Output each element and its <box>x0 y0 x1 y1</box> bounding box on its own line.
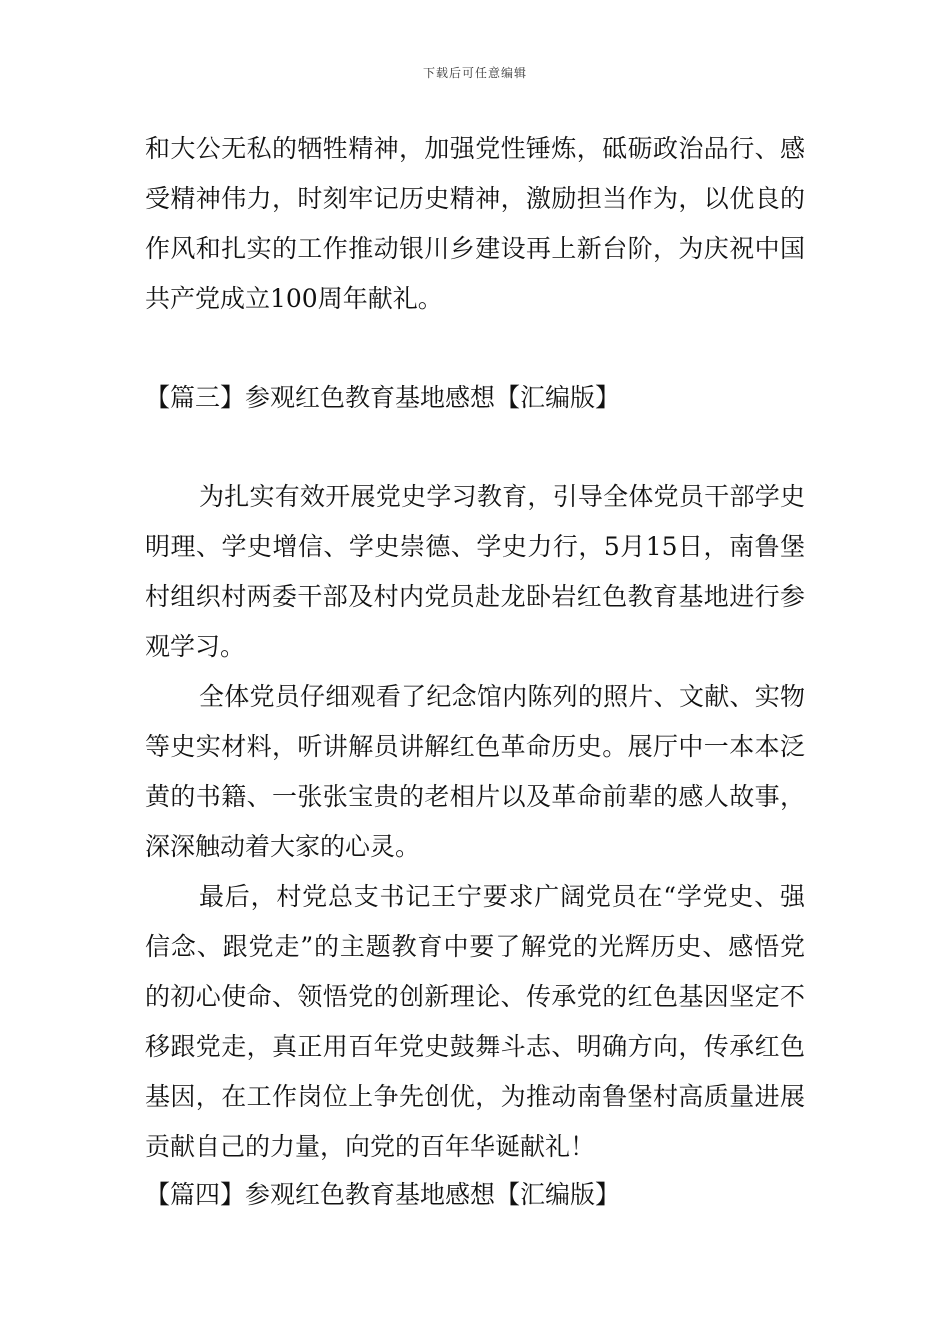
part3-title: 【篇三】参观红色教育基地感想【汇编版】 <box>145 383 621 412</box>
part3-paragraph-2: 全体党员仔细观看了纪念馆内陈列的照片、文献、实物等史实材料，听讲解员讲解红色革命历史。展厅中一本本泛黄的书籍、一张张宝贵的老相片以及革命前辈的感人故事，深深触动着大家的心灵。 <box>145 682 805 861</box>
part3-paragraph-1: 为扎实有效开展党史学习教育，引导全体党员干部学史明理、学史增信、学史崇德、学史力行，5月15日，南鲁堡村组织村两委干部及村内党员赴龙卧岩红色教育基地进行参观学习。 <box>145 482 805 661</box>
part4-heading <box>145 1170 805 1220</box>
part3-heading <box>145 373 805 423</box>
part3-paragraph-3: 最后，村党总支书记王宁要求广阔党员在“学党史、强信念、跟党走”的主题教育中要了解党的光辉历史、感悟党的初心使命、领悟党的创新理论、传承党的红色基因坚定不移跟党走，真正用百年党史鼓舞斗志、明确方向，传承红色基因，在工作岗位上争先创优，为推动南鲁堡村高质量进展贡献自己的力量，向党的百年华诞献礼！ <box>145 882 805 1161</box>
part3-body <box>145 472 805 1172</box>
part4-title: 【篇四】参观红色教育基地感想【汇编版】 <box>145 1180 621 1209</box>
continuation-paragraph: 和大公无私的牺牲精神，加强党性锤炼，砥砺政治品行、感受精神伟力，时刻牢记历史精神，激励担当作为，以优良的作风和扎实的工作推动银川乡建设再上新台阶，为庆祝中国共产党成立100周年献礼。 <box>145 134 805 313</box>
header-note: 下载后可任意编辑 <box>422 66 527 80</box>
continuation-block <box>145 124 805 324</box>
